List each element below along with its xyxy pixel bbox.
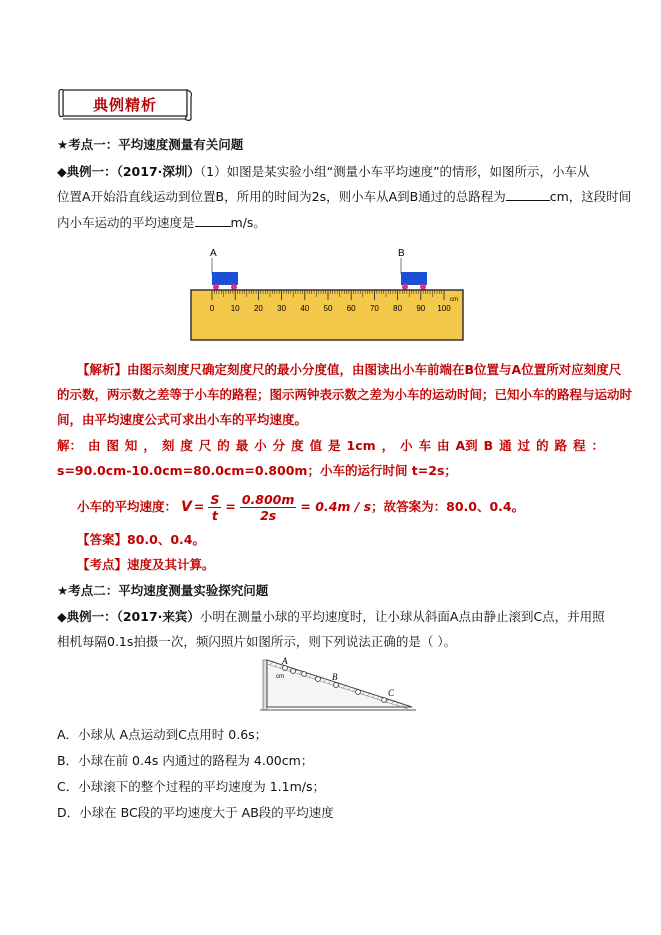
ruler-tick-label: 70 bbox=[369, 304, 379, 313]
label-b: B bbox=[398, 248, 405, 259]
incline-figure bbox=[260, 654, 416, 712]
example-label: ◆典例一：（2017·深圳） bbox=[57, 164, 200, 179]
solution-char: 是 bbox=[328, 438, 341, 453]
option-c[interactable]: C．小球滚下的整个过程的平均速度为 1.1m/s； bbox=[57, 779, 325, 794]
ruler-tick-label: 10 bbox=[230, 304, 240, 313]
cart-a-icon bbox=[212, 272, 238, 285]
avg-speed-formula bbox=[77, 490, 524, 524]
option-b[interactable]: B．小球在前 0.4s 内通过的路程为 4.00cm； bbox=[57, 753, 314, 768]
point-label: 【考点】 bbox=[77, 557, 128, 572]
ball-icon bbox=[283, 666, 288, 671]
formula-s: S bbox=[210, 491, 220, 507]
solution-char: 度 bbox=[180, 438, 193, 453]
solution-char: 最 bbox=[235, 438, 249, 453]
solution-char: 值 bbox=[309, 438, 323, 453]
section-banner bbox=[55, 86, 195, 122]
answer-blank[interactable] bbox=[506, 188, 550, 201]
solution-char: 的 bbox=[536, 438, 549, 453]
cart-a-wheel-icon bbox=[231, 284, 237, 290]
formula-eq: = bbox=[193, 499, 205, 514]
solution-char: 解： bbox=[57, 438, 83, 453]
section1-question-line1 bbox=[57, 163, 590, 181]
formula-den: 2s bbox=[260, 507, 277, 523]
incline-label-a: A bbox=[282, 656, 288, 666]
analysis-line1 bbox=[77, 361, 621, 379]
incline-unit: cm bbox=[276, 674, 284, 680]
ruler-figure bbox=[188, 244, 466, 344]
solution-char: 通 bbox=[499, 438, 512, 453]
solution-char: 程 bbox=[573, 438, 586, 453]
solution-char: ， bbox=[143, 438, 156, 453]
support-post bbox=[263, 660, 267, 710]
solution-char: 路 bbox=[554, 438, 568, 453]
section2-question-line1 bbox=[57, 608, 605, 626]
ruler-tick-label: 0 bbox=[209, 304, 215, 313]
analysis-line2: 的示数，两示数之差等于小车的路程；图示两钟表示数之差为小车的运动时间；已知小车的路程与运动时 bbox=[57, 387, 633, 402]
question-text: 内小车运动的平均速度是 bbox=[57, 215, 195, 230]
solution-char: 图 bbox=[106, 438, 119, 453]
solution-char: 刻 bbox=[161, 438, 175, 453]
solution-line1 bbox=[57, 437, 604, 455]
question-text: m/s。 bbox=[230, 215, 266, 230]
incline-label-b: B bbox=[332, 672, 338, 682]
section2-question-line2: 相机每隔0.1s拍摄一次，频闪照片如图所示，则下列说法正确的是（ ）。 bbox=[57, 634, 457, 649]
question-text: 位置A开始沿直线运动到位置B，所用的时间为2s，则小车从A到B通过的总路程为 bbox=[57, 189, 506, 204]
formula-result: = 0.4m / s bbox=[300, 499, 372, 514]
ruler-body bbox=[191, 290, 463, 340]
ball-icon bbox=[316, 677, 321, 682]
ruler-unit: cm bbox=[450, 297, 458, 303]
point-text: 速度及其计算。 bbox=[127, 557, 215, 572]
avg-speed-label: 小车的平均速度： bbox=[77, 499, 178, 514]
solution-char: 的 bbox=[217, 438, 230, 453]
question-text: 小明在测量小球的平均速度时，让小球从斜面A点由静止滚到C点，并用照 bbox=[199, 609, 605, 624]
ruler-tick-label: 30 bbox=[277, 304, 287, 313]
solution-char: ： bbox=[591, 438, 604, 453]
cart-a-wheel-icon bbox=[213, 284, 219, 290]
formula-num: 0.800m bbox=[241, 491, 295, 507]
solution-char: A到 bbox=[455, 438, 478, 453]
ruler-tick-label: 90 bbox=[416, 304, 426, 313]
cart-b-wheel-icon bbox=[402, 284, 408, 290]
solution-char: 由 bbox=[87, 438, 101, 453]
cart-b-icon bbox=[401, 272, 427, 285]
section1-heading: ★考点一：平均速度测量有关问题 bbox=[57, 137, 244, 152]
solution-char: 小 bbox=[400, 438, 413, 453]
formula-v: V bbox=[181, 499, 192, 515]
incline-label-c: C bbox=[388, 688, 395, 698]
ruler-tick-label: 20 bbox=[253, 304, 263, 313]
formula-fraction-values bbox=[240, 492, 297, 523]
solution-char: ， bbox=[381, 438, 395, 453]
formula-fraction-st bbox=[208, 492, 221, 523]
answer-blank[interactable] bbox=[195, 214, 231, 227]
ball-icon bbox=[334, 683, 339, 688]
ruler-tick-label: 60 bbox=[346, 304, 356, 313]
formula-eq2: = bbox=[225, 499, 236, 514]
answer-line bbox=[77, 531, 205, 549]
ruler-tick-label: 100 bbox=[437, 304, 451, 313]
solution-char: 分 bbox=[272, 438, 286, 453]
ruler-tick-label: 80 bbox=[393, 304, 403, 313]
knowledge-point-line bbox=[77, 556, 215, 574]
ball-icon bbox=[356, 690, 361, 695]
solution-char: 由 bbox=[437, 438, 450, 453]
option-a[interactable]: A．小球从 A点运动到C点用时 0.6s； bbox=[57, 727, 268, 742]
label-a: A bbox=[210, 248, 217, 259]
ruler-tick-label: 50 bbox=[323, 304, 333, 313]
analysis-label: 【解析】 bbox=[77, 362, 128, 377]
solution-char: 小 bbox=[254, 438, 267, 453]
question-text: （1）如图是某实验小组“测量小车平均速度”的情形，如图所示，小车从 bbox=[199, 164, 590, 179]
section2-heading: ★考点二：平均速度测量实验探究问题 bbox=[57, 583, 269, 598]
answer-text: 80.0、0.4。 bbox=[127, 532, 206, 547]
solution-char: B bbox=[483, 438, 494, 453]
ball-icon bbox=[302, 672, 307, 677]
question-text: cm，这段时间 bbox=[549, 189, 632, 204]
option-d[interactable]: D．小球在 BC段的平均速度大于 AB段的平均速度 bbox=[57, 805, 334, 820]
example-label: ◆典例一：（2017·来宾） bbox=[57, 609, 200, 624]
solution-char: 尺 bbox=[198, 438, 212, 453]
solution-char: 过 bbox=[517, 438, 531, 453]
answer-statement: ；故答案为：80.0、0.4。 bbox=[371, 499, 525, 514]
section1-question-line2 bbox=[57, 188, 631, 206]
formula-t: t bbox=[211, 507, 218, 523]
solution-line2: s=90.0cm-10.0cm=80.0cm=0.800m；小车的运行时间 t=2s； bbox=[57, 463, 457, 478]
incline-ramp bbox=[267, 660, 412, 707]
answer-label: 【答案】 bbox=[77, 532, 128, 547]
section1-question-line3 bbox=[57, 214, 266, 232]
solution-char: 知 bbox=[124, 438, 138, 453]
analysis-text: 由图示刻度尺确定刻度尺的最小分度值，由图读出小车前端在B位置与A位置所对应刻度尺 bbox=[127, 362, 622, 377]
analysis-line3: 间，由平均速度公式可求出小车的平均速度。 bbox=[57, 412, 308, 427]
cart-b-wheel-icon bbox=[420, 284, 426, 290]
ball-icon bbox=[382, 698, 387, 703]
ruler-tick-label: 40 bbox=[300, 304, 310, 313]
banner-title: 典例精析 bbox=[92, 96, 157, 114]
solution-char: 度 bbox=[291, 438, 304, 453]
solution-char: 1cm bbox=[346, 438, 376, 453]
solution-char: 车 bbox=[418, 438, 432, 453]
ball-icon bbox=[291, 669, 296, 674]
